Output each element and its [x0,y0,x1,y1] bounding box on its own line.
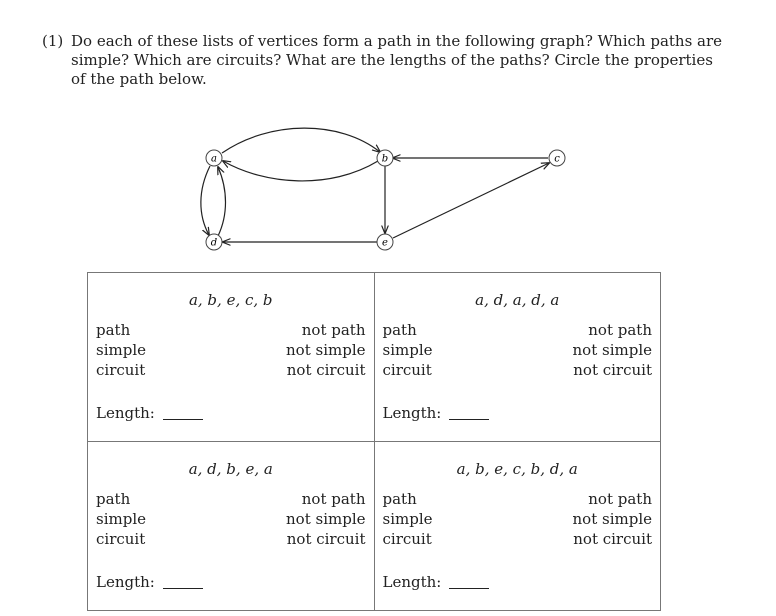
option-not-path[interactable]: not path [588,490,652,508]
option-not-circuit[interactable]: not circuit [286,361,366,379]
option-not-circuit[interactable]: not circuit [573,530,652,548]
length-row [383,573,490,591]
svg-text:d: d [210,237,218,249]
edge-a-d-left [201,166,210,235]
option-not-simple[interactable]: not simple [572,510,652,528]
vertex-sequence: a, d, a, d, a [475,291,560,309]
option-path[interactable]: path [96,490,131,508]
directed-graph [0,0,776,270]
vertex-sequence: a, d, b, e, a [188,460,273,478]
vertex-sequence: a, b, e, c, b, d, a [456,460,578,478]
option-not-simple[interactable]: not simple [572,341,652,359]
length-blank[interactable] [449,588,489,589]
answer-cell-3 [88,442,375,611]
answer-cell-1 [88,273,375,442]
question-line-3: of the path below. [71,70,207,88]
option-circuit[interactable]: circuit [96,361,146,379]
edge-e-c [393,163,549,238]
negative-options [286,320,365,380]
question-line-1: Do each of these lists of vertices form a path in the following graph? Which paths are [71,32,723,50]
length-blank[interactable] [163,588,203,589]
node-d [206,234,222,250]
option-not-path[interactable]: not path [301,321,366,339]
option-not-circuit[interactable]: not circuit [573,361,652,379]
negative-options [286,489,365,549]
option-circuit[interactable]: circuit [96,530,146,548]
answer-cell-2 [374,273,661,442]
question-number: (1) [42,32,64,50]
length-label: Length: [382,404,442,422]
edge-d-a-right [218,167,226,236]
vertex-sequence: a, b, e, c, b [188,291,273,309]
option-circuit[interactable]: circuit [382,530,432,548]
option-simple[interactable]: simple [96,510,146,528]
length-blank[interactable] [163,419,203,420]
edge-a-b-upper [222,128,380,153]
length-label: Length: [96,573,155,591]
length-row [96,573,203,591]
positive-options [96,489,146,549]
question-line-2: simple? Which are circuits? What are the lengths of the paths? Circle the properties [71,51,713,69]
option-simple[interactable]: simple [382,510,433,528]
option-not-simple[interactable]: not simple [286,341,366,359]
option-not-simple[interactable]: not simple [286,510,366,528]
length-label: Length: [96,404,155,422]
option-path[interactable]: path [382,490,417,508]
negative-options [573,489,652,549]
length-row [383,404,490,422]
node-b [377,150,393,166]
svg-text:a: a [211,153,217,165]
length-blank[interactable] [449,419,489,420]
option-not-path[interactable]: not path [588,321,652,339]
option-circuit[interactable]: circuit [382,361,432,379]
option-simple[interactable]: simple [96,341,146,359]
option-not-circuit[interactable]: not circuit [286,530,366,548]
positive-options [96,320,146,380]
option-simple[interactable]: simple [382,341,433,359]
option-not-path[interactable]: not path [301,490,366,508]
negative-options [573,320,652,380]
edge-b-a-lower [223,161,378,181]
answer-cell-4 [374,442,661,611]
node-c [549,150,565,166]
positive-options [383,489,433,549]
positive-options [383,320,433,380]
svg-text:b: b [381,153,389,165]
option-path[interactable]: path [96,321,131,339]
option-path[interactable]: path [382,321,417,339]
node-e [377,234,393,250]
node-a [206,150,222,166]
svg-text:c: c [554,153,560,165]
length-row [96,404,203,422]
answer-grid [87,272,661,611]
svg-text:e: e [382,237,388,249]
length-label: Length: [382,573,442,591]
